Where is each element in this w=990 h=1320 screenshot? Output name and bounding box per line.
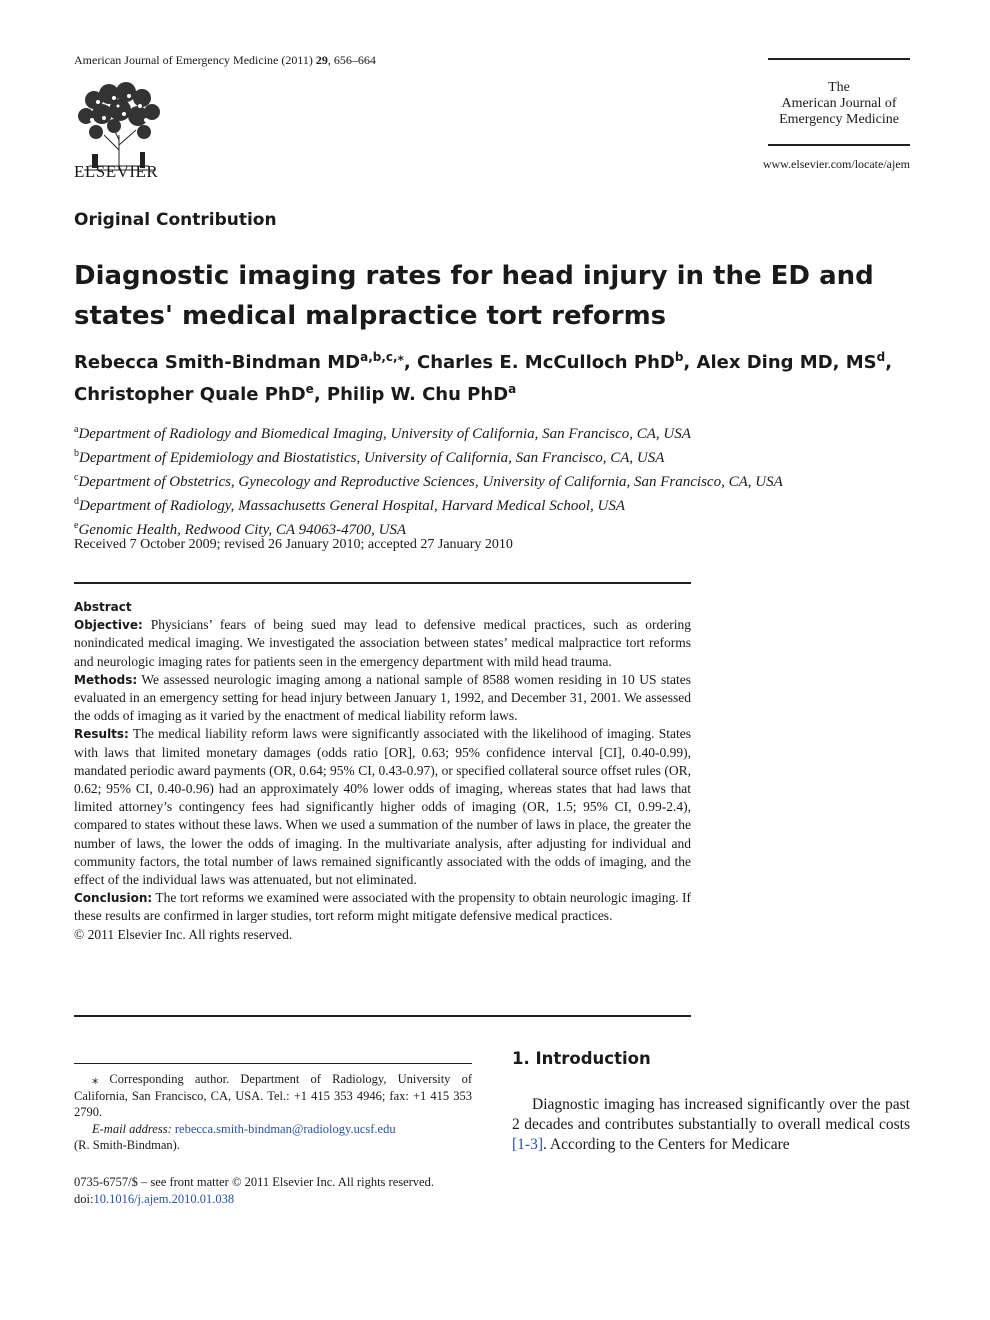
introduction-heading: 1. Introduction <box>512 1049 651 1068</box>
journal-name <box>768 80 910 128</box>
affiliation-e: $^e$Genomic Health, Redwood City, CA 94063-4700, USA <box>74 520 407 538</box>
citation-volume: 29 <box>315 53 328 67</box>
corresponding-author-note: ⁎ Corresponding author. Department of Radiology, University of California, San Francisco, CA, USA. Tel.: +1 415 353 4946; fax: +1 415 353 2790. <box>74 1072 472 1119</box>
citation-ref-1-3[interactable]: [1-3] <box>512 1136 543 1153</box>
front-matter-text: 0735-6757/$ – see front matter © 2011 Elsevier Inc. All rights reserved. <box>74 1175 434 1189</box>
abstract-conclusion: Conclusion: The tort reforms we examined were associated with the propensity to obtain neurologic imaging. If these results are confirmed in larger studies, tort reform might mitigate defensive medical practices. <box>74 890 691 924</box>
journal-name-line3: Emergency Medicine <box>779 112 899 127</box>
journal-rule-top <box>768 58 910 60</box>
abstract-copyright: © 2011 Elsevier Inc. All rights reserved. <box>74 926 293 942</box>
email-line: E-mail address: rebecca.smith-bindman@radiology.ucsf.edu <box>92 1121 396 1136</box>
affiliation-d: $^d$Department of Radiology, Massachusetts General Hospital, Harvard Medical School, USA <box>74 496 626 514</box>
journal-citation <box>74 53 376 68</box>
abstract <box>74 598 691 944</box>
author-list: Rebecca Smith-Bindman $MD^{a,b,c,⁎}$, Charles E. McCulloch PhD$^b$, Alex Ding MD, $MS^d$, Christopher Quale PhD$^e$, Philip W. Chu PhD$^a$ <box>74 350 893 405</box>
author-1[interactable]: Rebecca Smith-Bindman $MD^{a,b,c,⁎}$ <box>74 350 404 373</box>
journal-rule-bottom <box>768 144 910 146</box>
footnote-rule <box>74 1063 472 1064</box>
citation-pages: , 656–664 <box>327 53 376 67</box>
front-matter <box>74 1174 494 1208</box>
author-4[interactable]: Christopher Quale PhD$^e$ <box>74 382 314 405</box>
journal-name-line2: American Journal of <box>781 96 897 111</box>
affiliation-a: $^a$Department of Radiology and Biomedical Imaging, University of California, San Francisco, CA, USA <box>74 424 691 442</box>
elsevier-logo-text: ELSEVIER <box>74 162 159 181</box>
journal-name-line1: The <box>828 80 850 95</box>
affiliation-b: $^b$Department of Epidemiology and Biostatistics, University of California, San Francisco, CA, USA <box>74 448 665 466</box>
article-type: Original Contribution <box>74 210 277 230</box>
article-title: Diagnostic imaging rates for head injury in the ED and states' medical malpractice tort reforms <box>74 261 874 331</box>
author-3[interactable]: Alex Ding MD, $MS^d$ <box>696 350 886 373</box>
author-5[interactable]: Philip W. Chu PhD$^a$ <box>326 382 517 405</box>
doi-link[interactable]: 10.1016/j.ajem.2010.01.038 <box>93 1192 235 1206</box>
footnotes <box>74 1071 472 1154</box>
abstract-rule-top <box>74 582 691 584</box>
article-dates: Received 7 October 2009; revised 26 January 2010; accepted 27 January 2010 <box>74 537 513 552</box>
introduction-text: Diagnostic imaging has increased significantly over the past 2 decades and contributes substantially to overall medical costs [1-3]. According to the Centers for Medicare <box>512 1096 910 1153</box>
doi-line: doi:10.1016/j.ajem.2010.01.038 <box>74 1192 235 1206</box>
abstract-objective: Objective: Physicians’ fears of being sued may lead to defensive medical practices, such as ordering nonindicated medical imaging. We investigated the association between states’ medical malpractice tort reforms and neurologic imaging rates for patients seen in the emergency department with mild head trauma. <box>74 617 691 669</box>
affiliation-list <box>74 420 934 540</box>
email-owner: (R. Smith-Bindman). <box>74 1138 180 1152</box>
author-2[interactable]: Charles E. McCulloch PhD$^b$ <box>417 350 684 373</box>
abstract-methods: Methods: We assessed neurologic imaging among a national sample of 8588 women residing in 10 US states evaluated in an emergency setting for head injury between January 1, 1992, and December 31, 2001. We assessed the odds of imaging as it varied by the enactment of medical liability reform laws. <box>74 671 691 724</box>
abstract-heading: Abstract <box>74 600 132 614</box>
abstract-results: Results: The medical liability reform laws were significantly associated with the likelihood of imaging. States with laws that limited monetary damages (odds ratio [OR], 0.63; 95% confidence interval [CI], 0.40-0.99), mandated periodic award payments (OR, 0.64; 95% CI, 0.43-0.97), or specified collateral source offset rules (OR, 0.62; 95% CI, 0.40-0.96) had an approximately 40% lower odds of imaging, whereas states that had laws that limited attorney’s contingency fees had significantly higher odds of imaging (OR, 1.5; 95% CI, 0.99-2.4), compared to states without these laws. When we used a summation of the number of laws in place, the greater the number of laws, the lower the odds of imaging. In the multivariate analysis, after adjusting for individual and community factors, the total number of laws remained significantly associated with the odds of imaging, and the effect of the individual laws was attenuated, but not eliminated. <box>74 726 692 888</box>
abstract-rule-bottom <box>74 1015 691 1017</box>
email-link[interactable]: rebecca.smith-bindman@radiology.ucsf.edu <box>174 1121 396 1136</box>
citation-journal: American Journal of Emergency Medicine (2011) <box>74 53 313 67</box>
journal-url[interactable]: www.elsevier.com/locate/ajem <box>762 157 910 171</box>
affiliation-c: $^c$Department of Obstetrics, Gynecology and Reproductive Sciences, University of California, San Francisco, CA, USA <box>74 472 783 490</box>
